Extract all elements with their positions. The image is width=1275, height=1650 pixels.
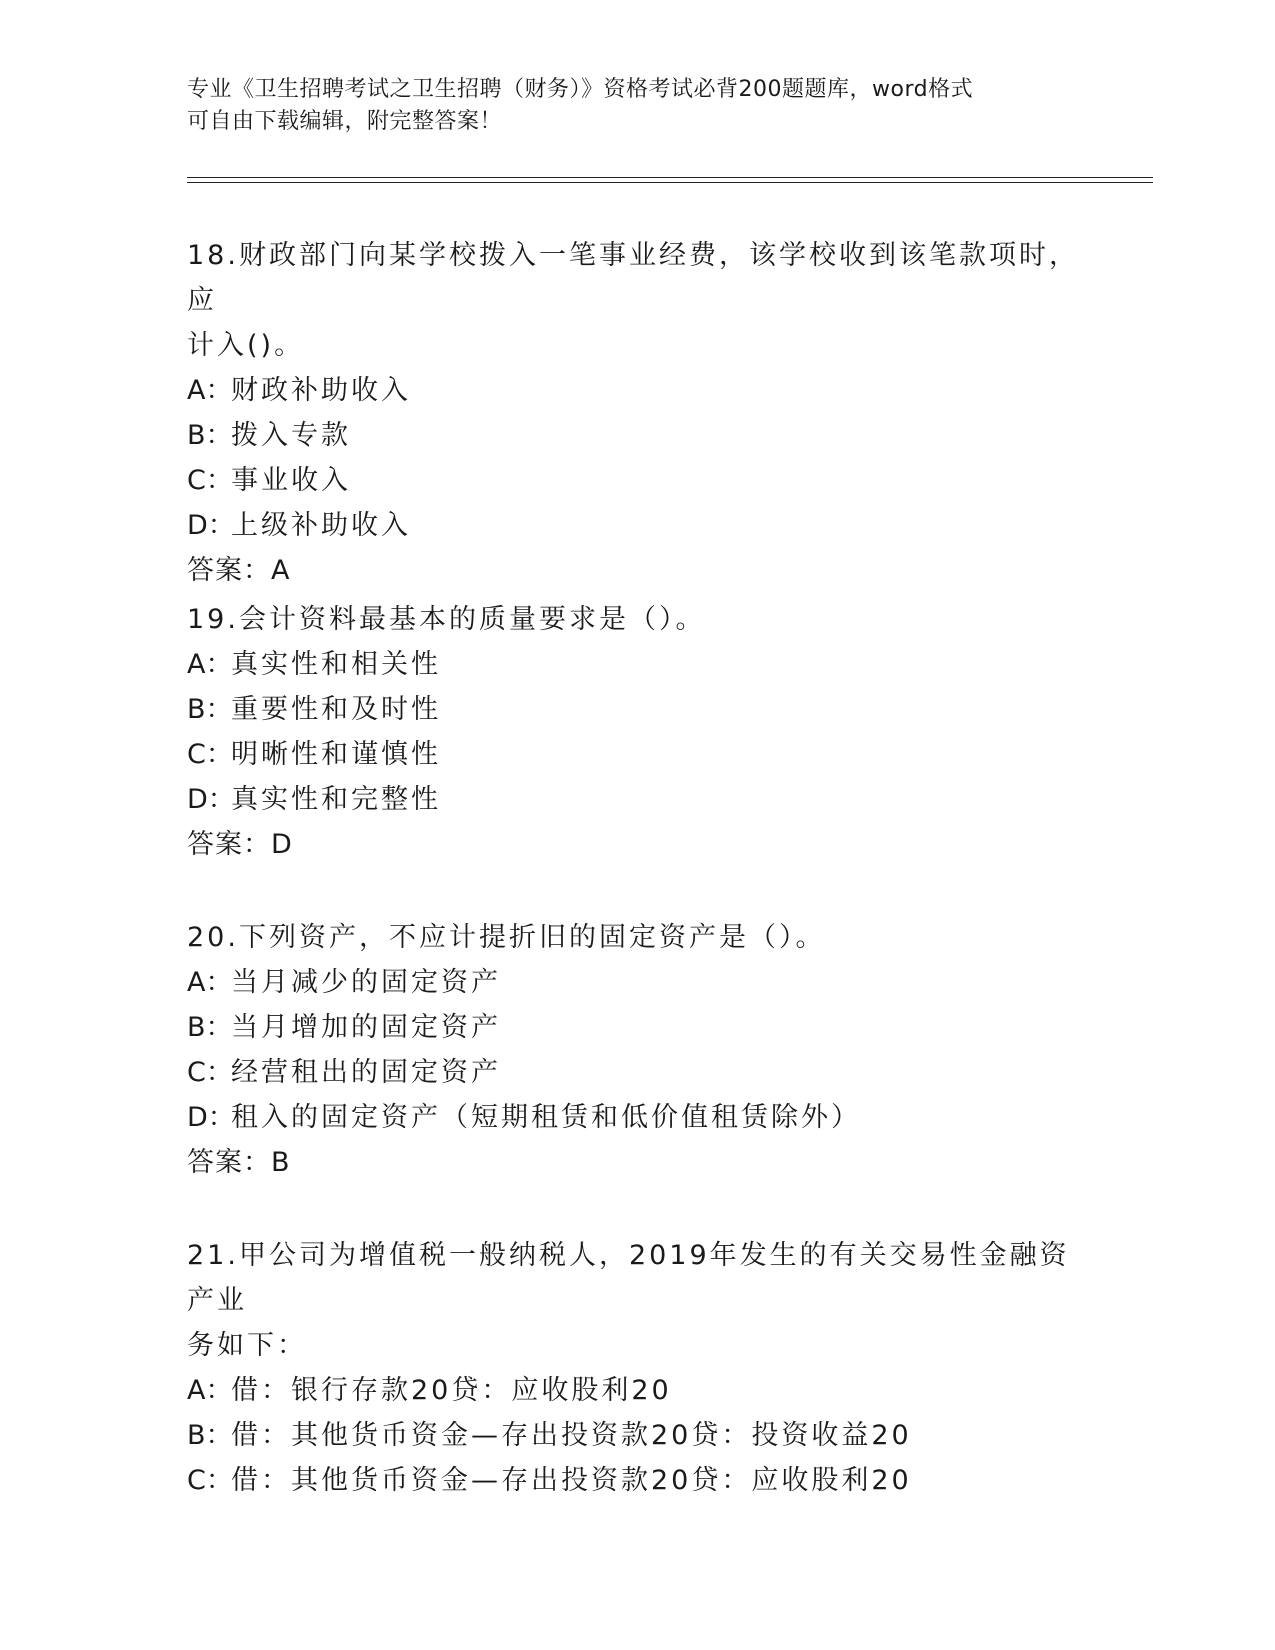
option-label: C： xyxy=(187,1465,233,1496)
header-line-2: 可自由下载编辑，附完整答案！ xyxy=(187,109,503,134)
question-stem-line: 19.会计资料最基本的质量要求是（）。 xyxy=(187,604,706,635)
question-stem-line: 21.甲公司为增值税一般纳税人，2019年发生的有关交易性金融资产业 xyxy=(187,1240,1070,1316)
answer-label: 答案： xyxy=(187,555,271,586)
option-label: C： xyxy=(187,739,233,770)
option-text: 租入的固定资产（短期租赁和低价值租赁除外） xyxy=(231,1102,861,1133)
option-c xyxy=(187,458,1087,503)
option-text: 事业收入 xyxy=(231,465,351,496)
option-label: A： xyxy=(187,1375,233,1406)
answer-line xyxy=(187,822,1087,867)
option-a xyxy=(187,960,1087,1005)
option-label: A： xyxy=(187,967,233,998)
option-text: 明晰性和谨慎性 xyxy=(231,739,441,770)
option-label: C： xyxy=(187,1057,233,1088)
question-19 xyxy=(187,597,1087,867)
option-label: D： xyxy=(187,510,235,541)
option-c xyxy=(187,1050,1087,1095)
option-label: B： xyxy=(187,1012,233,1043)
question-stem-line: 务如下： xyxy=(187,1330,307,1361)
option-label: B： xyxy=(187,420,233,451)
option-text: 真实性和相关性 xyxy=(231,649,441,680)
header-divider-bottom xyxy=(187,182,1153,183)
option-label: B： xyxy=(187,1420,233,1451)
answer-line xyxy=(187,1140,1087,1185)
option-c xyxy=(187,1458,1087,1503)
answer-line xyxy=(187,548,1087,593)
option-text: 重要性和及时性 xyxy=(231,694,441,725)
option-text: 经营租出的固定资产 xyxy=(231,1057,501,1088)
document-header xyxy=(187,74,1067,138)
option-a xyxy=(187,1368,1087,1413)
question-stem-line: 18.财政部门向某学校拨入一笔事业经费，该学校收到该笔款项时，应 xyxy=(187,240,1079,316)
option-a xyxy=(187,368,1087,413)
answer-label: 答案： xyxy=(187,829,271,860)
header-divider-top xyxy=(187,177,1153,178)
option-text: 上级补助收入 xyxy=(231,510,411,541)
option-text: 当月减少的固定资产 xyxy=(231,967,501,998)
option-label: A： xyxy=(187,649,233,680)
option-label: A： xyxy=(187,375,233,406)
option-d xyxy=(187,503,1087,548)
answer-value: B xyxy=(271,1147,290,1178)
option-text: 借：其他货币资金—存出投资款20贷：投资收益20 xyxy=(231,1420,912,1451)
option-b xyxy=(187,687,1087,732)
option-label: B： xyxy=(187,694,233,725)
option-d xyxy=(187,1095,1087,1140)
question-21 xyxy=(187,1233,1087,1503)
header-line-1: 专业《卫生招聘考试之卫生招聘（财务）》资格考试必背200题题库，word格式 xyxy=(187,77,974,102)
option-text: 当月增加的固定资产 xyxy=(231,1012,501,1043)
option-text: 借：银行存款20贷：应收股利20 xyxy=(231,1375,672,1406)
option-label: D： xyxy=(187,1102,235,1133)
option-d xyxy=(187,777,1087,822)
question-18 xyxy=(187,233,1087,593)
question-stem-line: 20.下列资产，不应计提折旧的固定资产是（）。 xyxy=(187,922,826,953)
option-text: 拨入专款 xyxy=(231,420,351,451)
option-text: 财政补助收入 xyxy=(231,375,411,406)
option-b xyxy=(187,413,1087,458)
answer-label: 答案： xyxy=(187,1147,271,1178)
option-label: C： xyxy=(187,465,233,496)
option-label: D： xyxy=(187,784,235,815)
answer-value: D xyxy=(271,829,292,860)
question-20 xyxy=(187,915,1087,1185)
question-stem-line: 计入()。 xyxy=(187,330,305,361)
option-b xyxy=(187,1413,1087,1458)
answer-value: A xyxy=(271,555,290,586)
option-a xyxy=(187,642,1087,687)
option-text: 借：其他货币资金—存出投资款20贷：应收股利20 xyxy=(231,1465,912,1496)
option-c xyxy=(187,732,1087,777)
option-b xyxy=(187,1005,1087,1050)
option-text: 真实性和完整性 xyxy=(231,784,441,815)
